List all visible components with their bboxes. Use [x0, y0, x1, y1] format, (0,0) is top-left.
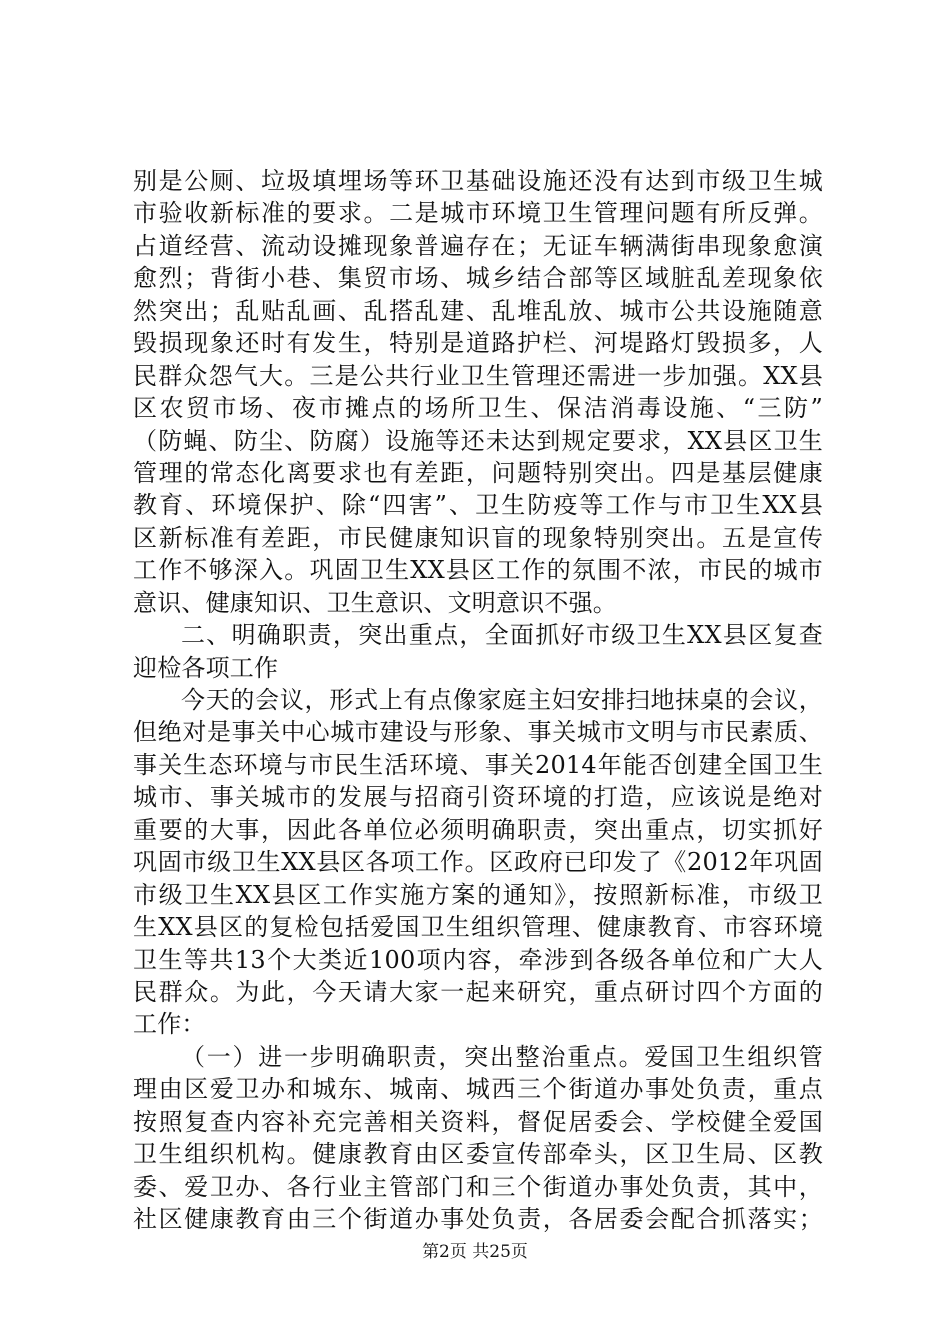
- text-line: 教育、环境保护、除“四害”、卫生防疫等工作与市卫生XX县: [133, 491, 823, 520]
- text-line: 迎检各项工作: [133, 653, 279, 682]
- text-line: 社区健康教育由三个街道办事处负责，各居委会配合抓落实；: [133, 1205, 823, 1233]
- text-line: 市级卫生XX县区工作实施方案的通知》，按照新标准，市级卫: [133, 880, 823, 909]
- text-line: 占道经营、流动设摊现象普遍存在；无证车辆满街串现象愈演: [133, 231, 823, 260]
- document-body: [133, 165, 823, 1235]
- text-line: 理由区爱卫办和城东、城南、城西三个街道办事处负责，重点: [133, 1075, 823, 1104]
- text-line: 民群众怨气大。三是公共行业卫生管理还需进一步加强。XX县: [133, 361, 823, 390]
- text-line: 愈烈；背街小巷、集贸市场、城乡结合部等区域脏乱差现象依: [133, 264, 823, 293]
- text-line: 但绝对是事关中心城市建设与形象、事关城市文明与市民素质、: [133, 718, 823, 747]
- text-line: 卫生组织机构。健康教育由区委宣传部牵头，区卫生局、区教: [133, 1140, 823, 1169]
- text-line: 城市、事关城市的发展与招商引资环境的打造，应该说是绝对: [133, 783, 823, 812]
- page-number-footer: 第2页 共25页: [422, 1242, 528, 1262]
- text-line: 然突出；乱贴乱画、乱搭乱建、乱堆乱放、城市公共设施随意: [133, 296, 823, 325]
- text-line: 重要的大事，因此各单位必须明确职责，突出重点，切实抓好: [133, 815, 823, 844]
- text-line: 意识、健康知识、卫生意识、文明意识不强。: [133, 588, 617, 617]
- text-line: 委、爱卫办、各行业主管部门和三个街道办事处负责，其中，: [133, 1172, 823, 1201]
- text-line: 区农贸市场、夜市摊点的场所卫生、保洁消毒设施、“三防”: [133, 394, 823, 423]
- text-line: 民群众。为此，今天请大家一起来研究，重点研讨四个方面的: [133, 977, 823, 1006]
- text-line: （防蝇、防尘、防腐）设施等还未达到规定要求，XX县区卫生: [133, 426, 823, 455]
- text-line: 区新标准有差距，市民健康知识盲的现象特别突出。五是宣传: [133, 523, 823, 552]
- text-line: （一）进一步明确职责，突出整治重点。爱国卫生组织管: [181, 1042, 823, 1071]
- text-line: 生XX县区的复检包括爱国卫生组织管理、健康教育、市容环境: [133, 913, 823, 942]
- text-line: 毁损现象还时有发生，特别是道路护栏、河堤路灯毁损多，人: [133, 329, 823, 358]
- text-line: 别是公厕、垃圾填埋场等环卫基础设施还没有达到市级卫生城: [133, 167, 823, 195]
- text-line: 管理的常态化离要求也有差距，问题特别突出。四是基层健康: [133, 458, 823, 487]
- text-line: 二、明确职责，突出重点，全面抓好市级卫生XX县区复查: [181, 621, 823, 650]
- text-line: 按照复查内容补充完善相关资料，督促居委会、学校健全爱国: [133, 1107, 823, 1136]
- text-line: 事关生态环境与市民生活环境、事关2014年能否创建全国卫生: [133, 750, 823, 779]
- text-line: 工作：: [133, 1010, 206, 1039]
- text-line: 工作不够深入。巩固卫生XX县区工作的氛围不浓，市民的城市: [133, 556, 823, 585]
- text-line: 今天的会议，形式上有点像家庭主妇安排扫地抹桌的会议，: [181, 686, 823, 714]
- text-line: 市验收新标准的要求。二是城市环境卫生管理问题有所反弹。: [133, 199, 823, 228]
- text-line: 卫生等共13个大类近100项内容，牵涉到各级各单位和广大人: [133, 945, 823, 974]
- text-line: 巩固市级卫生XX县区各项工作。区政府已印发了《2012年巩固: [133, 848, 823, 877]
